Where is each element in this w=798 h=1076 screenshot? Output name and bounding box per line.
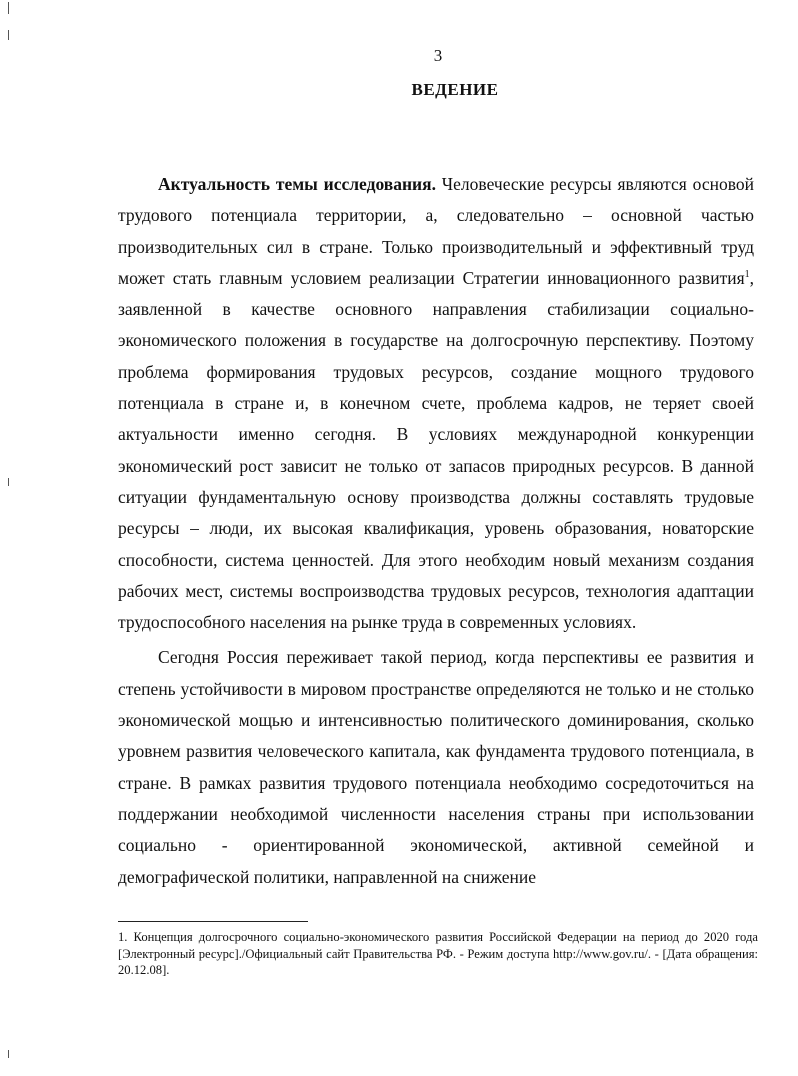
page-number: 3	[433, 46, 443, 65]
paragraph-1-text-a: Человеческие ресурсы являются основой трудового потенциала территории, а, следовательно – основной частью производительных сил в стране. Только производительный и эффективный труд может стать главным условием реализации Стратегии инновационного развития	[118, 174, 754, 288]
paragraph-1	[118, 169, 754, 638]
paragraph-1-text-b: , заявленной в качестве основного направления стабилизации социально-экономического положения в государстве на долгосрочную перспективу. Поэтому проблема формирования трудовых ресурсов, создание мощного трудового потенциала в стране и, в конечном счете, проблема кадров, не теряет своей актуальности именно сегодня. В условиях международной конкуренции экономический рост зависит не только от запасов природных ресурсов. В данной ситуации фундаментальную основу производства должны составлять трудовые ресурсы – люди, их высокая квалификация, уровень образования, новаторские способности, система ценностей. Для этого необходим новый механизм создания рабочих мест, системы воспроизводства трудовых ресурсов, технология адаптации трудоспособного населения на рынке труда в современных условиях.	[118, 267, 754, 633]
scan-mark	[8, 30, 9, 40]
scan-mark	[8, 2, 9, 14]
paragraph-2: Сегодня Россия переживает такой период, когда перспективы ее развития и степень устойчивости в мировом пространстве определяются не только и не столько экономической мощью и интенсивностью политического доминирования, сколько уровнем развития человеческого капитала, как фундамента трудового потенциала, в стране. В рамках развития трудового потенциала необходимо сосредоточиться на поддержании необходимой численности населения страны при использовании социально - ориентированной экономической, активной семейной и демографической политики, направленной на снижение	[118, 647, 754, 887]
footnote-divider	[118, 921, 308, 922]
footnote: 1. Концепция долгосрочного социально-экономического развития Российской Федерации на период до 2020 года [Электронный ресурс]./Официальный сайт Правительства РФ. - Режим доступа http://www.gov.ru/. - [Дата обращения: 20.12.08].	[118, 930, 758, 977]
body-text	[118, 169, 754, 893]
page-heading: ВЕДЕНИЕ	[411, 80, 499, 99]
footnote-ref: 1	[744, 269, 750, 281]
paragraph-1-lead: Актуальность темы исследования.	[158, 174, 436, 194]
scan-mark	[8, 478, 9, 486]
scan-mark	[8, 1050, 9, 1058]
